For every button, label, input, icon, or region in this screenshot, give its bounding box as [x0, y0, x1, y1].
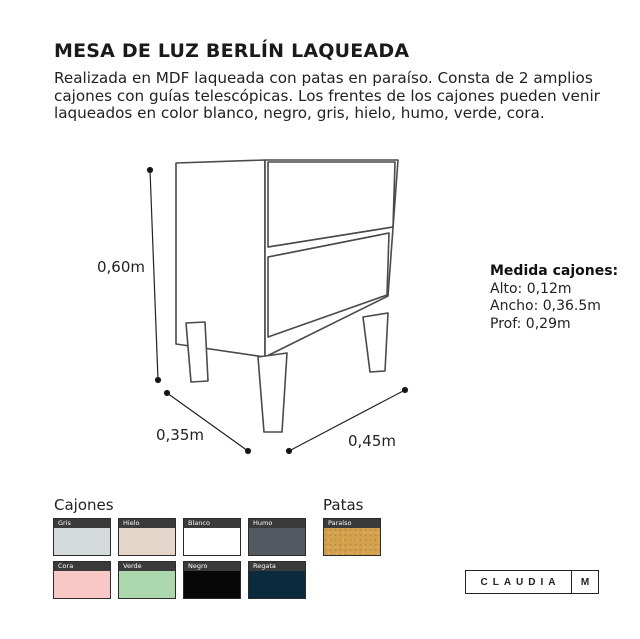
product-description: Realizada en MDF laqueada con patas en paraíso. Consta de 2 amplios cajones con guías telescópicas. Los frentes de los cajones pueden venir laqueados en color blanco, negro, gris, hielo, humo, verde, cora.: [54, 69, 600, 122]
swatch-name: Gris: [54, 519, 110, 528]
swatch-blanco: [183, 518, 241, 556]
swatch-negro: [183, 561, 241, 599]
swatch-color: [184, 528, 240, 555]
swatch-cora: [53, 561, 111, 599]
swatch-name: Verde: [119, 562, 175, 571]
swatch-name: Humo: [249, 519, 305, 528]
swatch-name: Hielo: [119, 519, 175, 528]
swatch-name: Negro: [184, 562, 240, 571]
leg-front: [258, 353, 287, 432]
swatch-color: [249, 528, 305, 555]
swatch-hielo: [118, 518, 176, 556]
swatch-color: [249, 571, 305, 598]
height-label: 0,60m: [97, 258, 146, 276]
drawer-width: Ancho: 0,36.5m: [490, 298, 601, 314]
brand-logo: [465, 570, 599, 594]
brand-mark: M: [580, 576, 590, 588]
leg-back-right: [363, 313, 388, 372]
swatch-name: Paraíso: [324, 519, 380, 528]
swatch-name: Cora: [54, 562, 110, 571]
product-title: MESA DE LUZ BERLÍN LAQUEADA: [54, 40, 410, 62]
swatch-color: [184, 571, 240, 598]
cajones-label: Cajones: [54, 496, 114, 514]
swatch-verde: [118, 561, 176, 599]
drawer-depth: Prof: 0,29m: [490, 315, 571, 332]
drawer-measurements-heading: Medida cajones:: [490, 263, 619, 279]
swatch-name: Regata: [249, 562, 305, 571]
swatch-humo: [248, 518, 306, 556]
swatch-color: [119, 571, 175, 598]
drawer-measurements: [490, 263, 618, 333]
leg-back-left: [186, 322, 208, 382]
brand-name: CLAUDIA: [480, 576, 561, 588]
swatch-color: [324, 528, 380, 555]
swatch-regata: [248, 561, 306, 599]
swatch-paraiso: [323, 518, 381, 556]
swatch-name: Blanco: [184, 519, 240, 528]
drawer-height: Alto: 0,12m: [490, 280, 572, 297]
swatch-color: [119, 528, 175, 555]
width-label: 0,45m: [348, 432, 397, 450]
swatch-color: [54, 571, 110, 598]
swatch-gris: [53, 518, 111, 556]
height-dimension-line: [148, 168, 161, 383]
swatch-color: [54, 528, 110, 555]
depth-dimension-line: [165, 391, 251, 454]
patas-label: Patas: [323, 496, 364, 514]
depth-label: 0,35m: [156, 426, 205, 444]
